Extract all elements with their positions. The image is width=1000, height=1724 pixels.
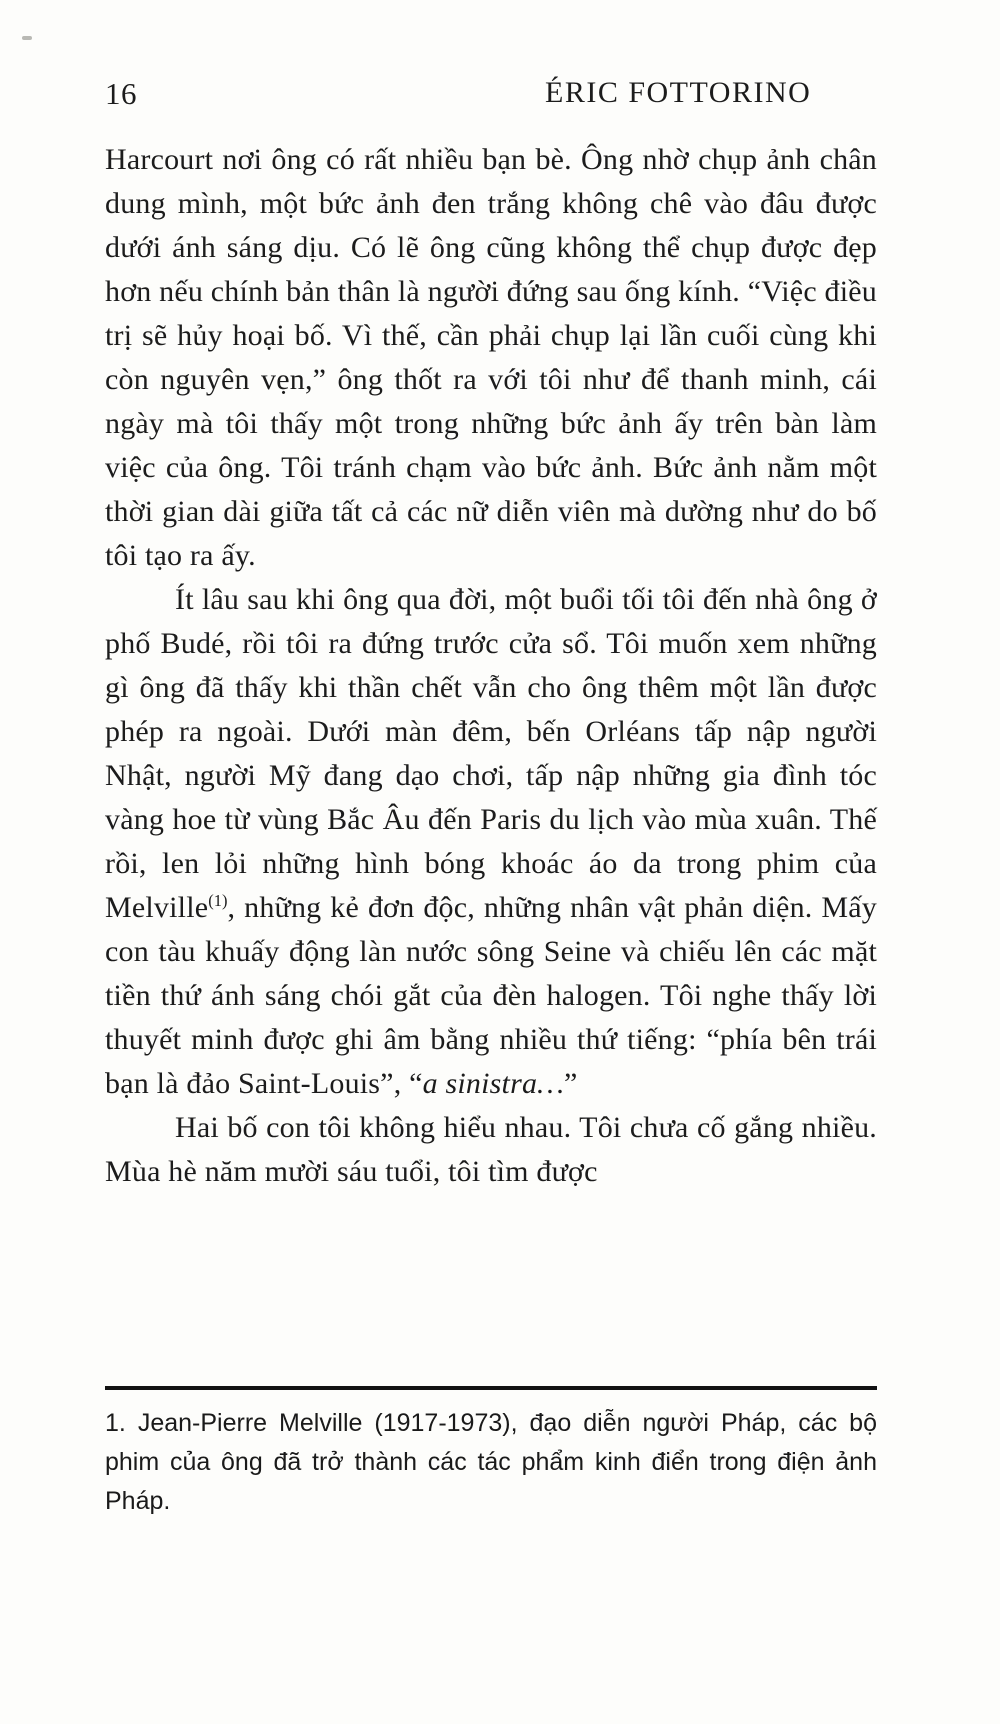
text-run: ” bbox=[564, 1067, 578, 1100]
text-run: Ít lâu sau khi ông qua đời, một buổi tối tôi đến nhà ông ở phố Budé, rồi tôi ra đứng trước cửa sổ. Tôi muốn xem những gì ông đã thấy khi thần chết vẫn cho ông thêm một lần được phép ra ngoài. Dưới màn đêm, bến Orléans tấp nập người Nhật, người Mỹ đang dạo chơi, tấp nập những gia đình tóc vàng hoe từ vùng Bắc Âu đến Paris du lịch vào mùa xuân. Thế rồi, len lỏi những hình bóng khoác áo da trong phim của Melville bbox=[105, 583, 877, 924]
text-run: Hai bố con tôi không hiểu nhau. Tôi chưa cố gắng nhiều. Mùa hè năm mười sáu tuổi, tôi tìm được bbox=[105, 1111, 877, 1188]
paragraph bbox=[105, 138, 877, 578]
body-text bbox=[105, 138, 877, 1194]
footnote-text: 1. Jean-Pierre Melville (1917-1973), đạo diễn người Pháp, các bộ phim của ông đã trở thành các tác phẩm kinh điển trong điện ảnh Pháp. bbox=[105, 1409, 877, 1515]
paragraph bbox=[105, 1106, 877, 1194]
author-header: ÉRIC FOTTORINO bbox=[545, 76, 812, 109]
text-run: Harcourt nơi ông có rất nhiều bạn bè. Ông nhờ chụp ảnh chân dung mình, một bức ảnh đen trắng không chê vào đâu được dưới ánh sáng dịu. Có lẽ ông cũng không thể chụp được đẹp hơn nếu chính bản thân là người đứng sau ống kính. “Việc điều trị sẽ hủy hoại bố. Vì thế, cần phải chụp lại lần cuối cùng khi còn nguyên vẹn,” ông thốt ra với tôi như để thanh minh, cái ngày mà tôi thấy một trong những bức ảnh ấy trên bàn làm việc của ông. Tôi tránh chạm vào bức ảnh. Bức ảnh nằm một thời gian dài giữa tất cả các nữ diễn viên mà dường như do bố tôi tạo ra ấy. bbox=[105, 143, 877, 572]
scan-artifact bbox=[22, 36, 32, 40]
text-run: a sinistra… bbox=[422, 1067, 565, 1100]
page-number: 16 bbox=[105, 76, 137, 111]
footnote-marker: (1) bbox=[208, 891, 228, 910]
page-header bbox=[105, 76, 877, 120]
text-run: , những kẻ đơn độc, những nhân vật phản diện. Mấy con tàu khuấy động làn nước sông Seine và chiếu lên các mặt tiền thứ ánh sáng chói gắt của đèn halogen. Tôi nghe thấy lời thuyết minh được ghi âm bằng nhiều thứ tiếng: “phía bên trái bạn là đảo Saint-Louis”, “ bbox=[105, 891, 877, 1100]
paragraph bbox=[105, 578, 877, 1106]
footnote bbox=[105, 1386, 877, 1521]
